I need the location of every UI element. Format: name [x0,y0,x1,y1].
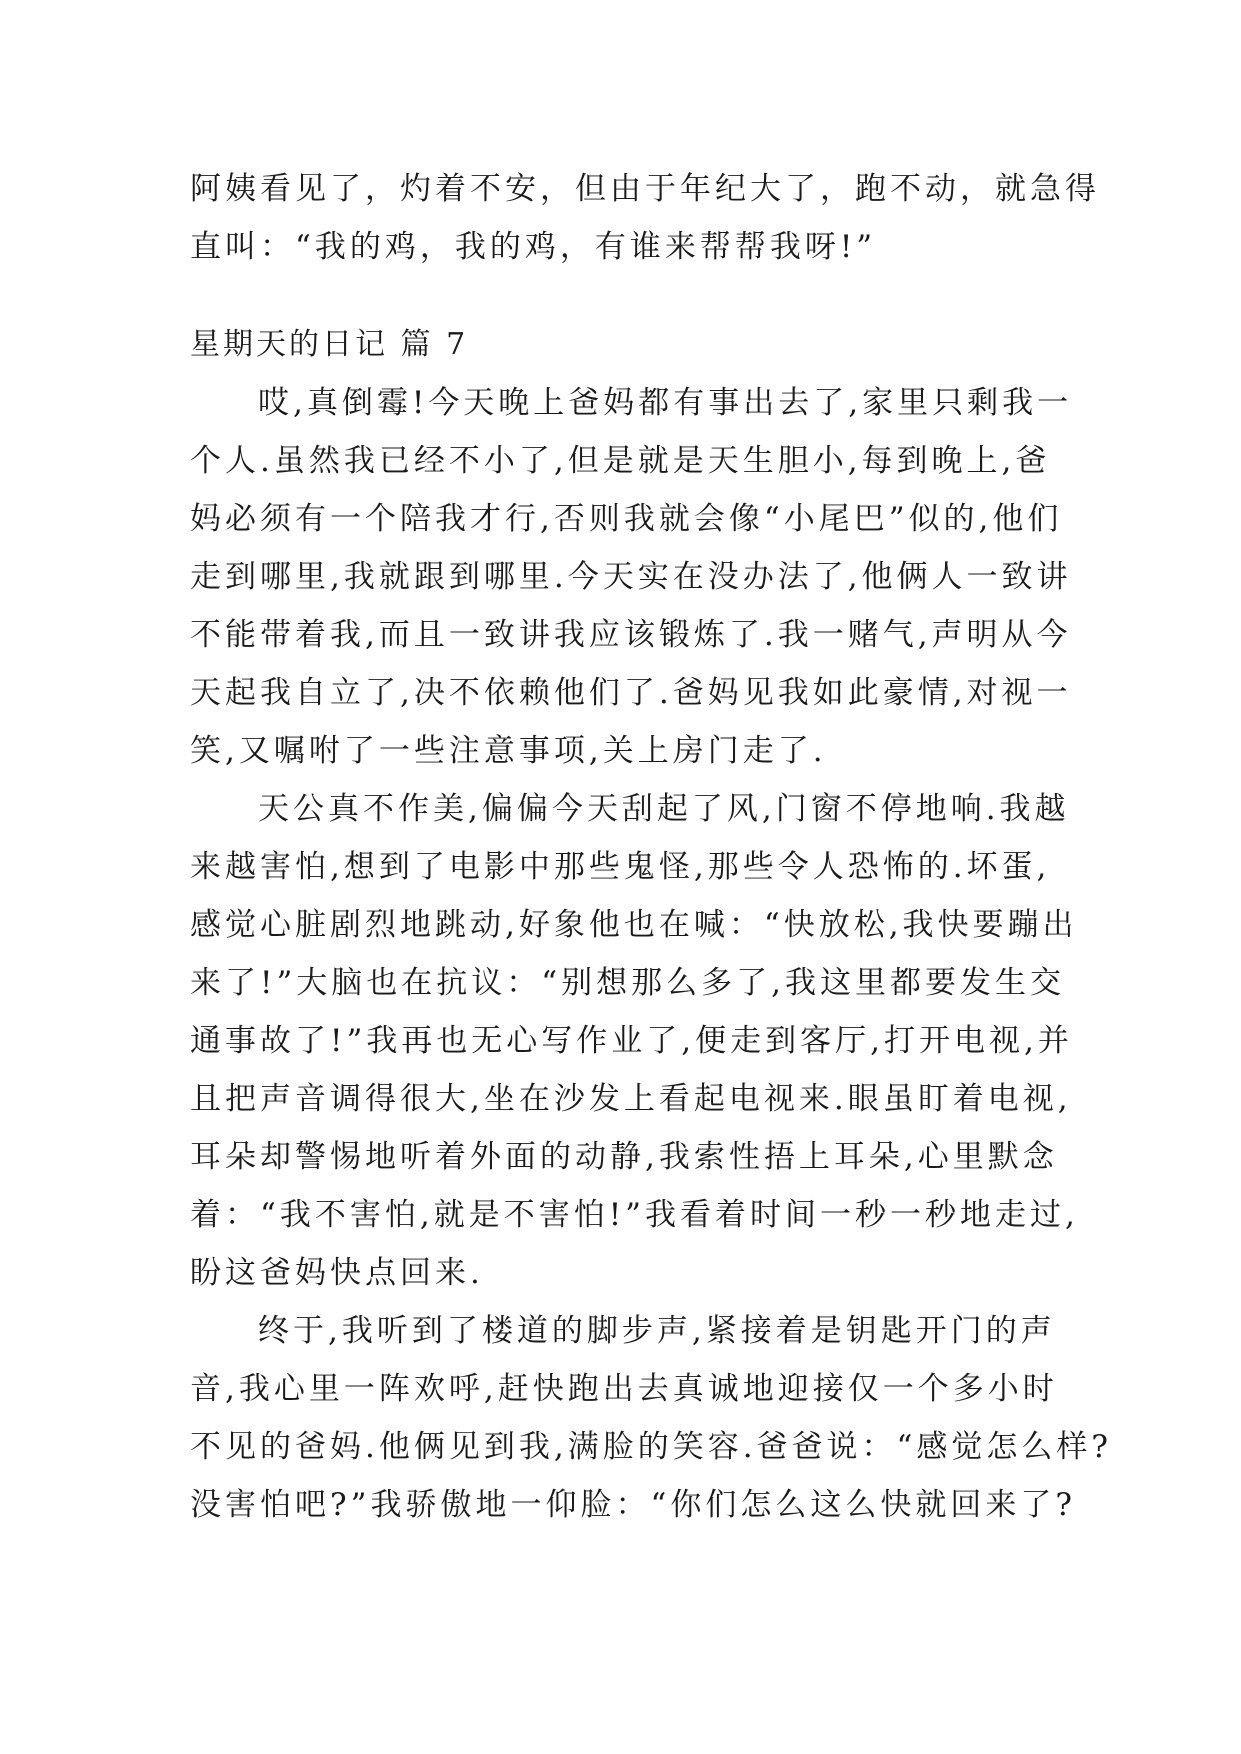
text-line: 来了!”大脑也在抗议：“别想那么多了,我这里都要发生交 [190,965,1066,1001]
text-line: 来越害怕,想到了电影中那些鬼怪,那些令人恐怖的.坏蛋, [190,849,1051,885]
text-line: 着：“我不害怕,就是不害怕!”我看着时间一秒一秒地走过, [190,1197,1079,1233]
text-line: 妈必须有一个陪我才行,否则我就会像“小尾巴”似的,他们 [190,501,1063,537]
text-line: 走到哪里,我就跟到哪里.今天实在没办法了,他俩人一致讲 [190,559,1072,595]
paragraph [190,1302,1113,1534]
text-line: 没害怕吧?”我骄傲地一仰脸：“你们怎么这么快就回来了? [190,1487,1076,1523]
text-line: 耳朵却警惕地听着外面的动静,我索性捂上耳朵,心里默念 [190,1139,1058,1175]
text-line: 且把声音调得很大,坐在沙发上看起电视来.眼虽盯着电视, [190,1081,1072,1117]
text-line: 感觉心脏剧烈地跳动,好象他也在喊：“快放松,我快要蹦出 [190,907,1078,943]
text-line: 直叫：“我的鸡，我的鸡，有谁来帮帮我呀!” [190,229,877,265]
text-line: 终于,我听到了楼道的脚步声,紧接着是钥匙开门的声 [258,1313,1056,1349]
text-line: 不能带着我,而且一致讲我应该锻炼了.我一赌气,声明从今 [190,617,1072,653]
text-line: 盼这爸妈快点回来. [190,1255,484,1291]
text-line: 个人.虽然我已经不小了,但是就是天生胆小,每到晚上,爸 [190,443,1051,479]
paragraph [190,374,1073,780]
document-body [190,160,1113,1534]
text-line: 天起我自立了,决不依赖他们了.爸妈见我如此豪情,对视一 [190,675,1072,711]
fragment-paragraph [190,160,1100,276]
text-line: 不见的爸妈.他俩见到我,满脸的笑容.爸爸说：“感觉怎么样? [190,1429,1113,1465]
spacer [190,276,1050,316]
text-line: 音,我心里一阵欢呼,赶快跑出去真诚地迎接仅一个多小时 [190,1371,1058,1407]
text-line: 哎,真倒霉!今天晚上爸妈都有事出去了,家里只剩我一 [258,385,1073,421]
section-title: 星期天的日记 篇 7 [190,327,469,362]
text-line: 笑,又嘱咐了一些注意事项,关上房门走了. [190,733,827,769]
text-line: 阿姨看见了，灼着不安，但由于年纪大了，跑不动，就急得 [190,171,1100,207]
text-line: 通事故了!”我再也无心写作业了,便走到客厅,打开电视,并 [190,1023,1073,1059]
paragraph [190,780,1079,1302]
text-line: 天公真不作美,偏偏今天刮起了风,门窗不停地响.我越 [258,791,1070,827]
